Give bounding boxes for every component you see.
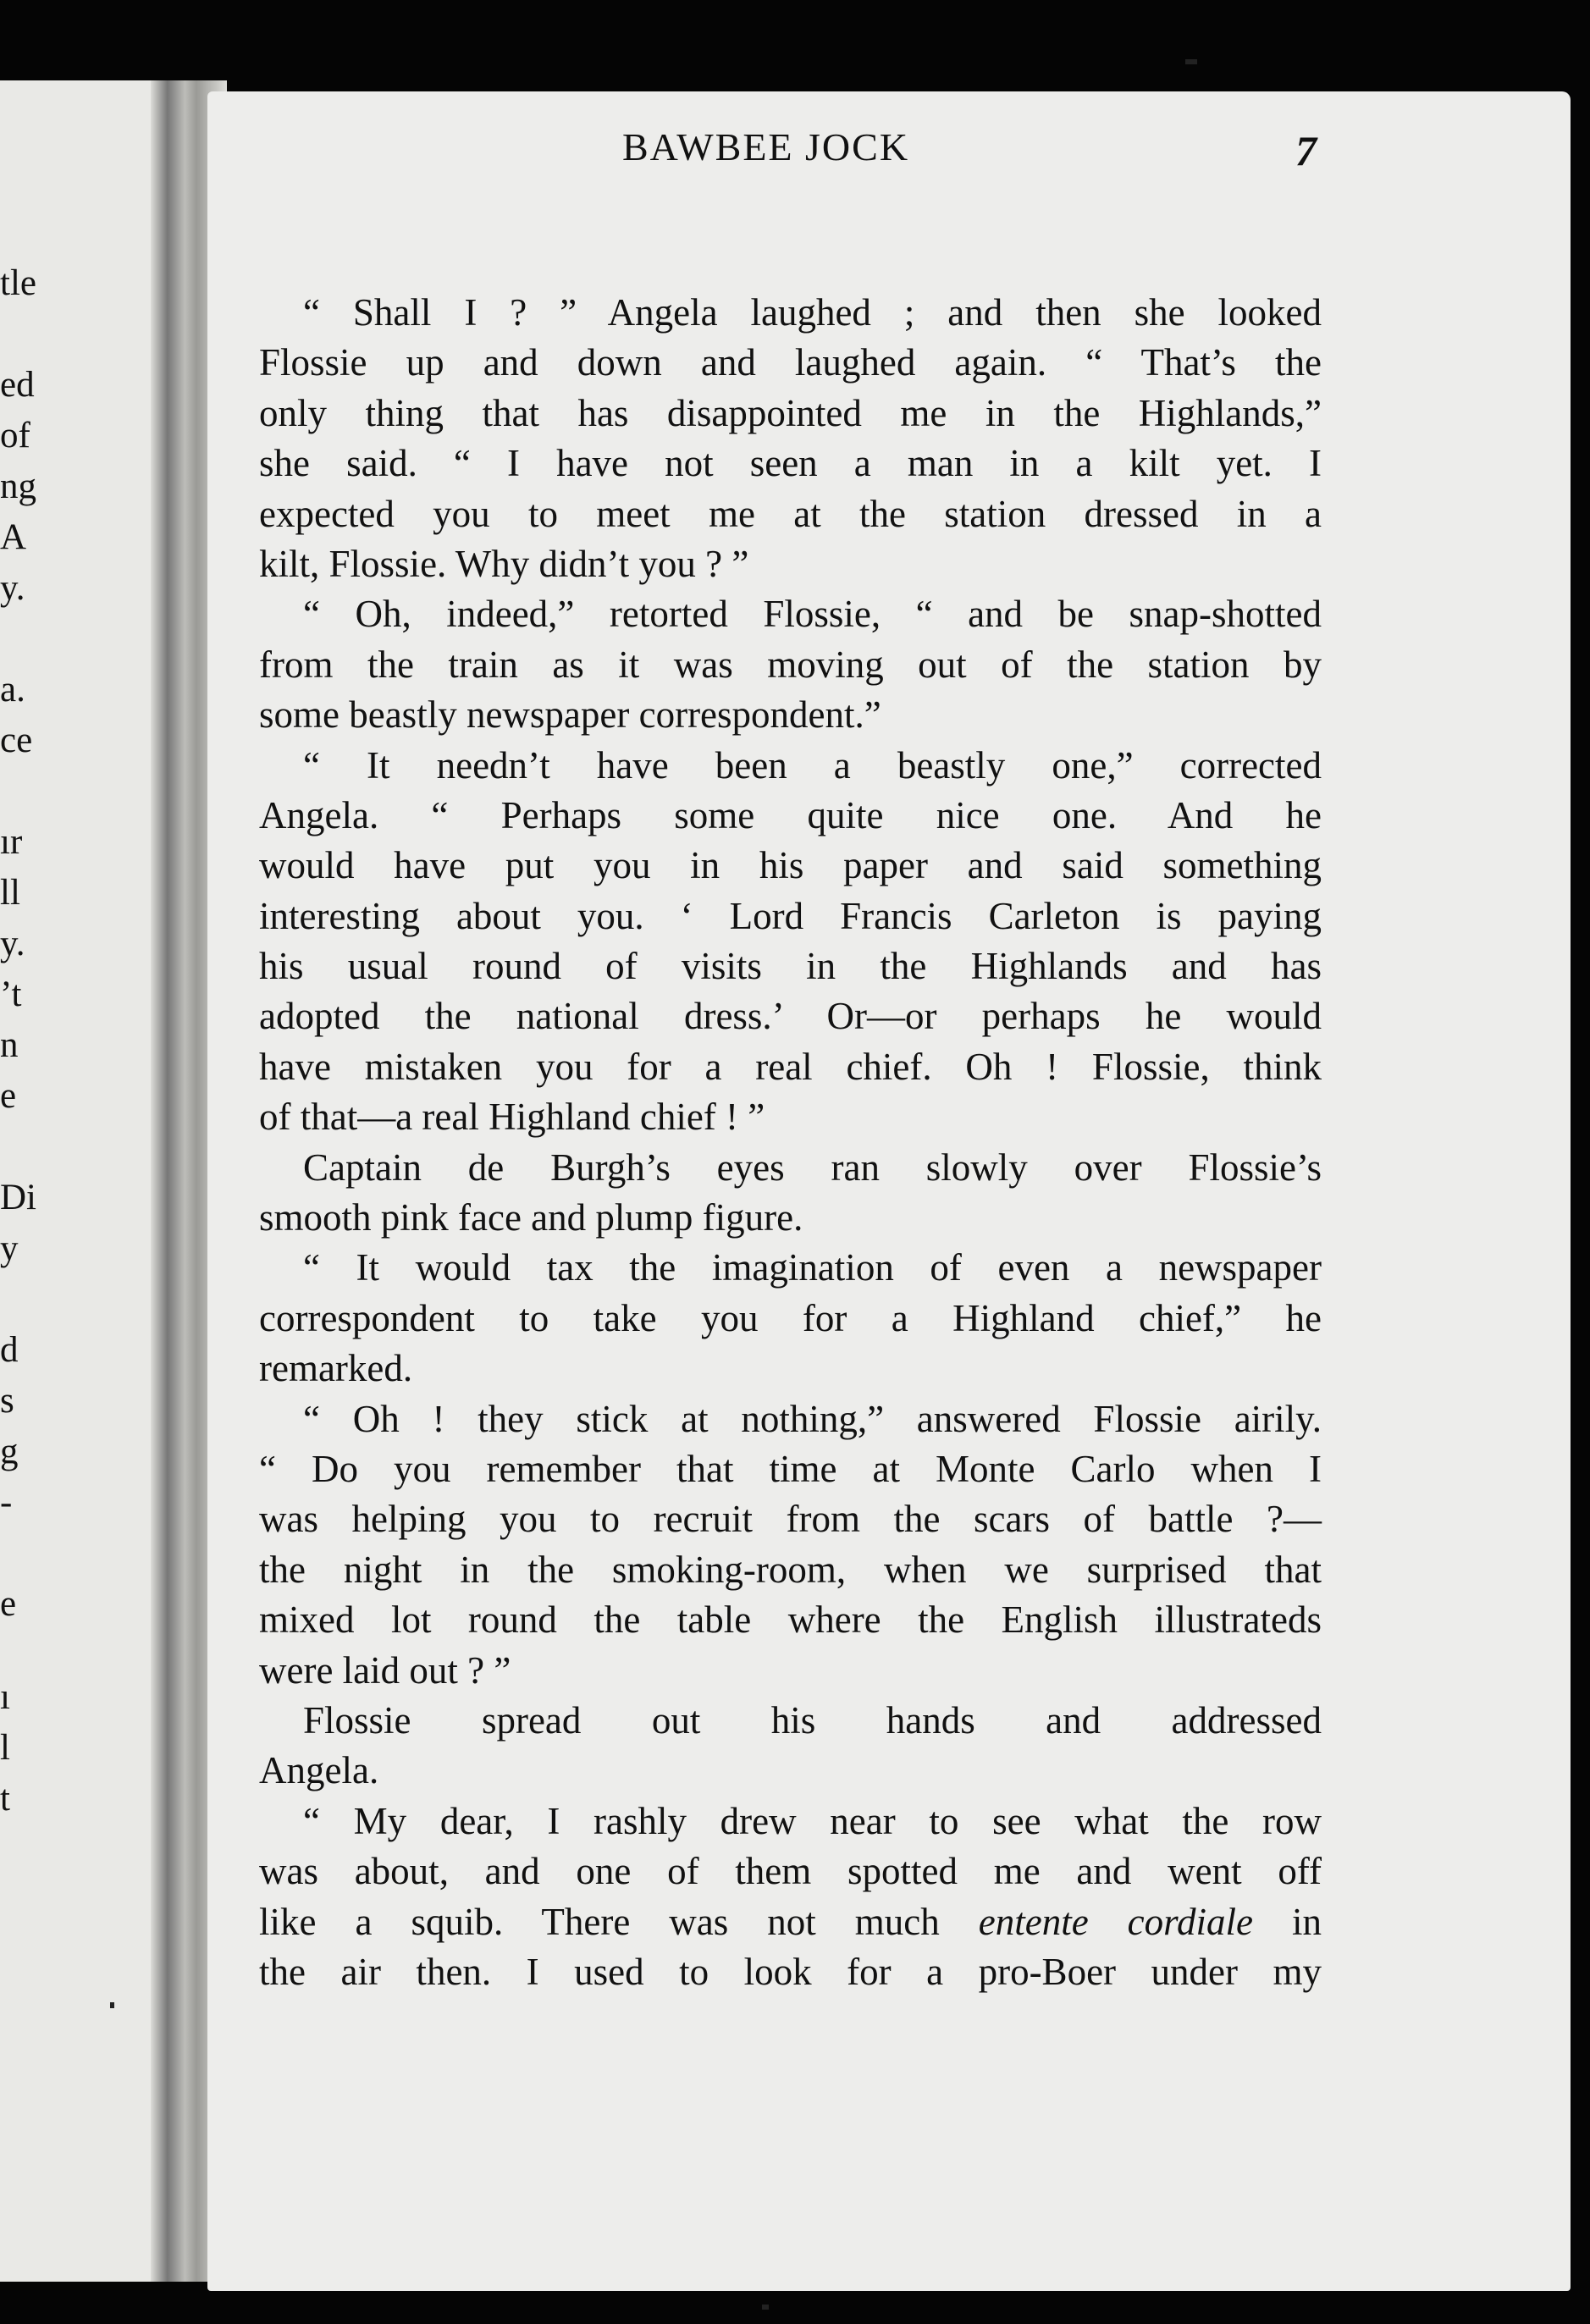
facing-page-fragment: a. (0, 670, 25, 709)
text-line: the night in the smoking-room, when we surprised that (259, 1548, 1322, 1591)
scan-speck (1185, 59, 1197, 64)
facing-page-fragment: ’t (0, 974, 22, 1014)
running-title: BAWBEE JOCK (622, 125, 910, 168)
text-line: adopted the national dress.’ Or—or perhaps he would (259, 995, 1322, 1038)
page-header (415, 124, 1317, 192)
text-line: Flossie spread out his hands and addressed (303, 1698, 1322, 1742)
text-line: were laid out ? ” (259, 1648, 511, 1692)
text-line: Captain de Burgh’s eyes ran slowly over Flossie’s (303, 1145, 1322, 1189)
text-line: “ It would tax the imagination of even a newspaper (303, 1246, 1322, 1289)
facing-page-fragment: n (0, 1025, 19, 1065)
facing-page-fragment: ll (0, 873, 20, 913)
text-line: “ Oh ! they stick at nothing,” answered Flossie airily. (303, 1397, 1322, 1440)
text-line: only thing that has disappointed me in the Highlands,” (259, 391, 1322, 434)
text-line: mixed lot round the table where the English illustrateds (259, 1598, 1322, 1642)
text-line: smooth pink face and plump figure. (259, 1196, 803, 1239)
text-line: she said. “ I have not seen a man in a kilt yet. I (259, 442, 1322, 485)
text-line: like a squib. There was not much entente cordiale in (259, 1900, 1322, 1943)
text-line: Angela. (259, 1749, 379, 1792)
text-line: his usual round of visits in the Highlands and has (259, 945, 1322, 988)
facing-page-fragment: d (0, 1330, 19, 1370)
text-line: “ It needn’t have been a beastly one,” corrected (303, 743, 1322, 787)
text-line: Flossie up and down and laughed again. “ That’s the (259, 341, 1322, 384)
text-line: was helping you to recruit from the scars of battle ?— (259, 1498, 1322, 1541)
facing-page-fragment: y. (0, 924, 25, 963)
text-line: “ Oh, indeed,” retorted Flossie, “ and be snap-shotted (303, 593, 1322, 636)
facing-page-fragment: ng (0, 466, 36, 506)
facing-page-edge (0, 80, 165, 2282)
scan-speck (762, 2305, 769, 2310)
text-line: correspondent to take you for a Highland chief,” he (259, 1296, 1322, 1339)
text-line: expected you to meet me at the station dressed in a (259, 492, 1322, 535)
text-line: was about, and one of them spotted me and went off (259, 1850, 1322, 1893)
facing-page-fragment: Di (0, 1178, 36, 1217)
text-line: of that—a real Highland chief ! ” (259, 1096, 765, 1139)
facing-page-fragment: e (0, 1584, 17, 1624)
italic-phrase: entente cordiale (978, 1900, 1253, 1943)
text-line: would have put you in his paper and said something (259, 844, 1322, 887)
facing-page-fragment: ır (0, 822, 23, 862)
facing-page-fragment: - (0, 1482, 13, 1522)
facing-page-fragment: ed (0, 365, 35, 405)
facing-page-fragment: l (0, 1728, 10, 1768)
facing-page-fragment: A (0, 517, 27, 557)
facing-page-fragment: ce (0, 720, 33, 760)
facing-page-fragment: of (0, 416, 30, 455)
scan-speck (110, 2002, 114, 2008)
text-line: have mistaken you for a real chief. Oh ! Flossie, think (259, 1045, 1322, 1088)
text-line: “ Shall I ? ” Angela laughed ; and then she looked (303, 291, 1322, 334)
facing-page-fragment: g (0, 1432, 19, 1471)
text-line: “ My dear, I rashly drew near to see what the row (303, 1799, 1322, 1842)
facing-page-fragment: t (0, 1779, 10, 1819)
text-line: “ Do you remember that time at Monte Carlo when I (259, 1447, 1322, 1490)
page-number: 7 (1295, 127, 1317, 174)
facing-page-fragment: e (0, 1076, 17, 1116)
facing-page-fragment: tle (0, 263, 36, 303)
text-line: from the train as it was moving out of the station by (259, 643, 1322, 686)
facing-page-fragment: y (0, 1228, 19, 1268)
body-text (259, 288, 1322, 1997)
facing-page-fragment: y. (0, 568, 25, 608)
text-line: kilt, Flossie. Why didn’t you ? ” (259, 542, 749, 585)
text-line: interesting about you. ‘ Lord Francis Carleton is paying (259, 894, 1322, 937)
text-line: remarked. (259, 1347, 413, 1390)
text-line: Angela. “ Perhaps some quite nice one. And he (259, 793, 1322, 836)
text-line: some beastly newspaper correspondent.” (259, 693, 881, 737)
facing-page-fragment: ı (0, 1677, 10, 1717)
facing-page-fragment: s (0, 1381, 14, 1421)
text-line: the air then. I used to look for a pro-Boer under my (259, 1950, 1322, 1993)
